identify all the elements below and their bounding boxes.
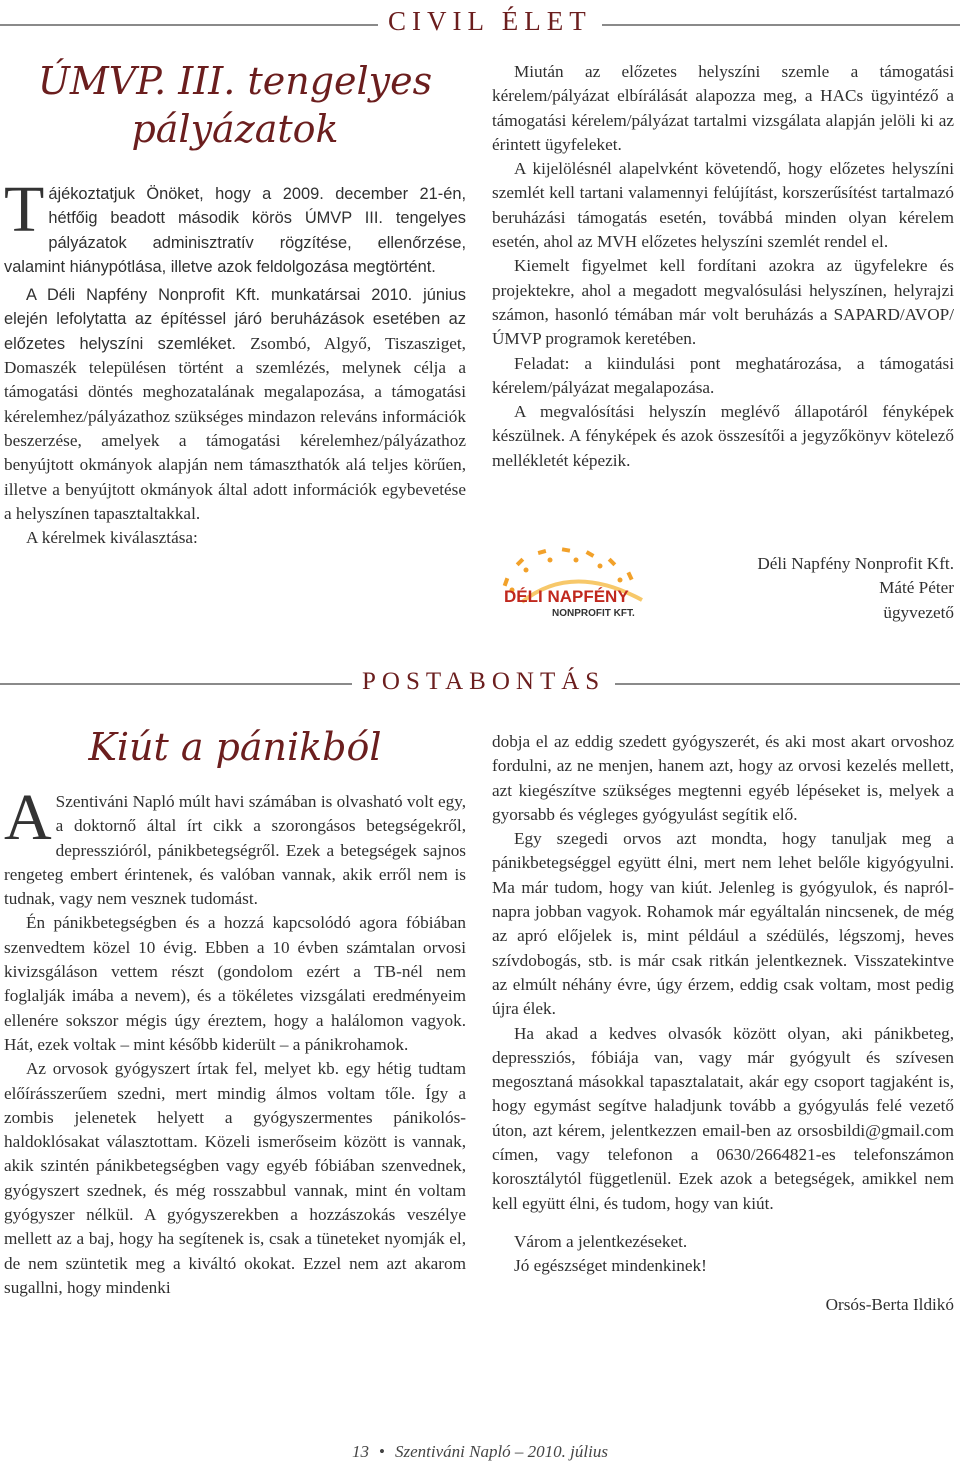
article2-right-column — [492, 730, 954, 1317]
sans-lead: A Déli Napfény Nonprofit Kft. munkatársai 2010. június elején lefolytatta az építéssel járó beruházások esetében az előzetes helyszíni szemléket. — [4, 286, 466, 353]
dropcap: A — [4, 781, 52, 854]
footer-bullet: • — [379, 1442, 385, 1461]
sun-logo-icon — [492, 540, 672, 626]
section-header-postabontas — [0, 669, 960, 694]
article2-paragraph-3: Az orvosok gyógyszert írtak fel, melyet kb. egy hétig tudtam előírásszerűem szedni, mert mindig álmos voltam tőle. Így a zombis jelenetek helyett a gyógyszermentes pánikolós-haldoklósakat választottam. Közeli ismerőseim között is vannak, akik szintén pánikbetegségben vagy egyéb fóbiában szenvednek, gyógyszert szednek, és még rosszabbul vannak, mint én voltam gyógyszer nélkül. A gyógyszerekben a hozzászokás veszélye mellett az a baj, hogy ha segítenek is, csak a tüneteket nyomják el, de nem szüntetik meg a kiváltó okokat. Ezzel nem azt akarom sugallni, hogy mindenki — [4, 1059, 466, 1297]
title-line-1: ÚMVP. III. tengelyes — [37, 59, 433, 103]
intro-text: Szentiváni Napló múlt havi számában is olvasható volt egy, a doktornő által írt cikk a szorongásos betegségekről, depresszióról, pánikbetegségről. Ezek a betegségek sajnos rengeteg embert érintenek, és valóban vannak, akik erről nem is tudnak, vagy nem vesznek tudomást. — [4, 792, 466, 909]
article1-signature — [660, 552, 954, 625]
deli-napfeny-logo — [492, 540, 672, 626]
section-rule-left — [0, 24, 378, 26]
article2-right-p4: Várom a jelentkezéseket. — [514, 1231, 688, 1251]
article2-right-p3: Ha akad a kedves olvasók között olyan, aki pánikbeteg, depressziós, fóbiája van, vagy már gyógyult és szívesen megosztaná másokkal tapasztalatait, akár egy csoport tagjaként is, hogy egymást segítve haladjunk tovább a gyógyulás felé vezető úton, azt kérem, jelentkezzen email-ben az orsosbildi@gmail.com címen, vagy telefonon a 0630/2664821-es telefonszámon korosztálytól függetlenül. Ezek azok a betegségek, amikkel nem kell együtt élni, és tudom, hogy van kiút. — [492, 1023, 954, 1213]
page-footer — [0, 1442, 960, 1462]
section-rule-right — [602, 24, 960, 26]
section-header-civil-elet — [0, 8, 960, 35]
section-rule-right — [615, 683, 960, 685]
article2-right-p2: Egy szegedi orvos azt mondta, hogy tanuljak meg a pánikbetegséggel együtt élni, mert nem lehet belőle kigyógyulni. Ma már tudom, hogy van kiút. Jelenleg is gyógyulok, és napról-napra jobban vagyok. Rohamok már egyáltalán nincsenek, de még az apró előjelek is, mint például a szédülés, légszomj, heves szívdobogás, stb. is már csak ritkán jelentkeznek. Visszatekintve az elmúlt néhány évre, úgy érzem, eddig csak voltam, most pedig újra élek. — [492, 829, 954, 1019]
paragraph-text: Zsombó, Algyő, Tiszasziget, Domaszék településen történt a szemlézés, melynek célja a támogatási döntés meghozatalának megalapozása, a támogatási kérelemhez/pályázathoz szükséges mindazon releváns információk beszerzése, amelyek a támogatási kérelemhez/pályázathoz benyújtott okmányok alapján nem támaszthatók alá teljes körűen, illetve a benyújtott okmányok által adott információk egybevetése a helyszínen tapasztaltakkal. — [4, 333, 466, 523]
article2-paragraph-2: Én pánikbetegségben és a hozzá kapcsolódó agora fóbiában szenvedtem közel 10 évig. Ebben a 10 évben számtalan orvosi kivizsgáláson vettem részt (gondolom ezért a TB-nél nem foglalják imába a nevem), és a tökéletes vizsgálati eredményeim ellenére sokszor mégis úgy éreztem, hogy a halálomon vagyok. Hát, ezek voltak – mint később kiderült – a pánikrohamok. — [4, 913, 466, 1054]
signature-role: ügyvezető — [883, 602, 954, 622]
section-rule-left — [0, 683, 352, 685]
section-label: CIVIL ÉLET — [388, 6, 592, 36]
intro-text: ájékoztatjuk Önöket, hogy a 2009. december 21-én, hétfőig beadott második körös ÚMVP III. tengelyes pályázatok adminisztratív rögzítése, ellenőrzése, valamint hiánypótlása, illetve azok feldolgozása megtörtént. — [4, 185, 466, 276]
section-label: POSTABONTÁS — [362, 668, 606, 695]
article1-left-column — [4, 173, 466, 550]
article2-right-p5: Jó egészséget mindenkinek! — [514, 1256, 707, 1276]
article1-right-column — [492, 60, 954, 473]
signature-org: Déli Napfény Nonprofit Kft. — [757, 554, 954, 573]
article2-right-p1: dobja el az eddig szedett gyógyszerét, és aki most akart orvoshoz fordulni, az ne menjen, hanem azt, hogy az orvosi kezelés mellett, azt kiegészítve szükséges megtenni egyéb lépéseket is, melyek a gyorsabb és végleges gyógyulást segítik elő. — [492, 732, 954, 824]
title-line-2: pályázatok — [131, 106, 339, 151]
page-number: 13 — [352, 1442, 370, 1461]
article2-signature: Orsós-Berta Ildikó — [825, 1294, 954, 1314]
logo-text: DÉLI NAPFÉNY — [504, 587, 629, 606]
article2-intro — [4, 781, 466, 911]
article1-right-p2: A kijelölésnél alapelvként követendő, hogy előzetes helyszíni szemlét kell tartani valamennyi felújítást, korszerűsítést tartalmazó beruházási támogatás esetén, továbbá minden olyan kérelem esetén, ahol az MVH előzetes helyszíni szemlét rendel el. — [492, 159, 954, 252]
article1-intro — [4, 173, 466, 279]
article-title-kiut: Kiút a pánikból — [88, 725, 382, 769]
article1-right-p3: Kiemelt figyelmet kell fordítani azokra az ügyfelekre és projektekre, ahol a megadott megvalósulási helyszínen, helyrajzi számon, hasonló témában már volt beruházás a SAPARD/AVOP/ÚMVP programok keretében. — [492, 256, 954, 349]
article1-right-p1: Miután az előzetes helyszíni szemle a támogatási kérelem/pályázat elbírálását alapozza meg, a HACs ügyintéző a támogatási kérelem/pályázat tartalmi vizsgálata alapján jelöli ki az érintett ügyfeleket. — [492, 62, 954, 154]
logo-subtext: NONPROFIT KFT. — [552, 608, 635, 619]
article-title-umvp — [0, 58, 470, 153]
signature-name: Máté Péter — [879, 578, 954, 598]
dropcap: T — [4, 173, 45, 246]
article1-paragraph-3: A kérelmek kiválasztása: — [26, 528, 198, 548]
publication-name: Szentiváni Napló – 2010. július — [394, 1442, 608, 1461]
article2-left-column — [4, 781, 466, 1300]
article1-paragraph-2 — [4, 283, 466, 526]
article1-right-p5: A megvalósítási helyszín meglévő állapotáról fényképek készülnek. A fényképek és azok összesítői a jegyzőkönyv kötelező mellékletét képezik. — [492, 402, 954, 470]
article1-right-p4: Feladat: a kiindulási pont meghatározása, a támogatási kérelem/pályázat megalapozása. — [492, 353, 954, 397]
